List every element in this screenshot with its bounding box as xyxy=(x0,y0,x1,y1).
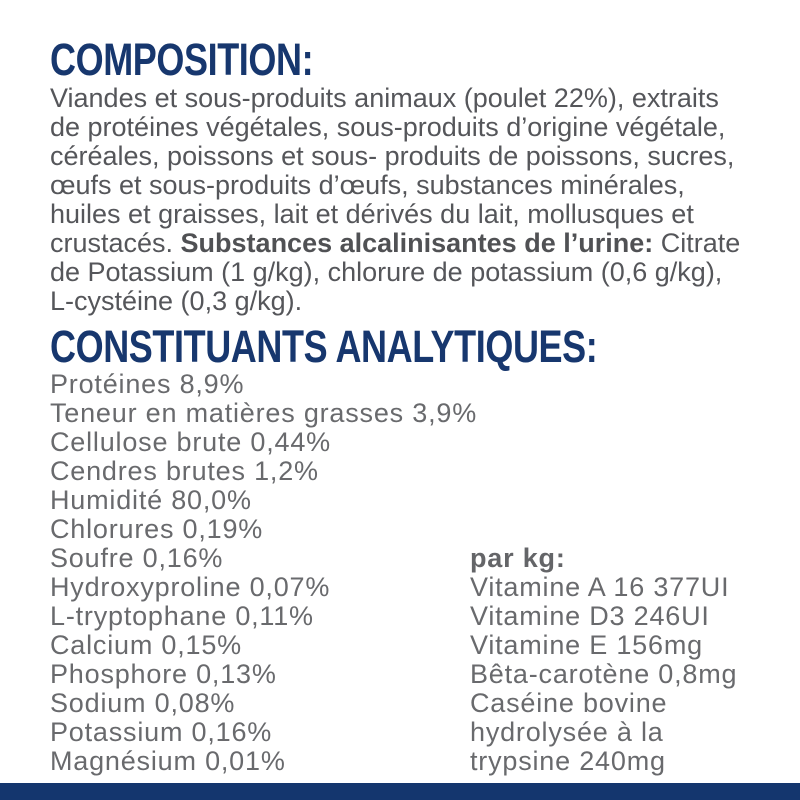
composition-line xyxy=(50,200,740,229)
constituent-line: Cellulose brute 0,44% xyxy=(50,427,331,457)
constituents-list xyxy=(50,370,477,776)
composition-heading: COMPOSITION: xyxy=(50,34,314,85)
footer-bar xyxy=(0,783,800,800)
text-segment: œufs et sous-produits d’œufs, substances minérales, xyxy=(50,170,685,200)
constituent-line: Teneur en matières grasses 3,9% xyxy=(50,398,478,428)
constituent-line: Protéines 8,9% xyxy=(50,369,245,399)
constituent-line: Phosphore 0,13% xyxy=(50,659,277,689)
text-segment: de protéines végétales, sous-produits d’origine végétale, xyxy=(50,112,726,142)
constituent-line: Cendres brutes 1,2% xyxy=(50,456,319,486)
per-kg-block xyxy=(470,544,737,776)
per-kg-line: Vitamine D3 246UI xyxy=(470,601,710,631)
text-segment: L-cystéine (0,3 g/kg). xyxy=(50,286,303,316)
bold-text-segment: Substances alcalinisantes de l’urine: xyxy=(180,228,654,258)
analytical-constituents-heading: CONSTITUANTS ANALYTIQUES: xyxy=(50,321,598,372)
composition-line xyxy=(50,287,740,316)
text-segment: huiles et graisses, lait et dérivés du lait, mollusques et xyxy=(50,199,694,229)
per-kg-line: Caséine bovine xyxy=(470,688,668,718)
per-kg-line: Vitamine A 16 377UI xyxy=(470,572,730,602)
composition-paragraph xyxy=(50,84,740,316)
composition-line xyxy=(50,142,740,171)
per-kg-list xyxy=(470,573,737,776)
constituent-line: Hydroxyproline 0,07% xyxy=(50,572,331,602)
constituent-line: Soufre 0,16% xyxy=(50,543,224,573)
composition-line xyxy=(50,84,740,113)
text-segment: Viandes et sous-produits animaux (poulet 22%), extraits xyxy=(50,83,719,113)
composition-line xyxy=(50,171,740,200)
constituent-line: Calcium 0,15% xyxy=(50,630,242,660)
per-kg-line: Vitamine E 156mg xyxy=(470,630,703,660)
constituent-line: Magnésium 0,01% xyxy=(50,746,286,776)
per-kg-line: trypsine 240mg xyxy=(470,746,666,776)
constituent-line: Chlorures 0,19% xyxy=(50,514,264,544)
per-kg-line: Bêta-carotène 0,8mg xyxy=(470,659,738,689)
constituent-line: L-tryptophane 0,11% xyxy=(50,601,314,631)
text-segment: crustacés. xyxy=(50,228,181,258)
composition-line xyxy=(50,229,740,258)
text-segment: céréales, poissons et sous- produits de poissons, sucres, xyxy=(50,141,735,171)
constituent-line: Potassium 0,16% xyxy=(50,717,273,747)
per-kg-heading: par kg: xyxy=(470,543,566,573)
text-segment: Citrate xyxy=(653,228,741,258)
constituent-line: Sodium 0,08% xyxy=(50,688,236,718)
constituent-line: Humidité 80,0% xyxy=(50,485,252,515)
per-kg-line: hydrolysée à la xyxy=(470,717,664,747)
composition-line xyxy=(50,113,740,142)
composition-line xyxy=(50,258,740,287)
text-segment: de Potassium (1 g/kg), chlorure de potassium (0,6 g/kg), xyxy=(50,257,723,287)
